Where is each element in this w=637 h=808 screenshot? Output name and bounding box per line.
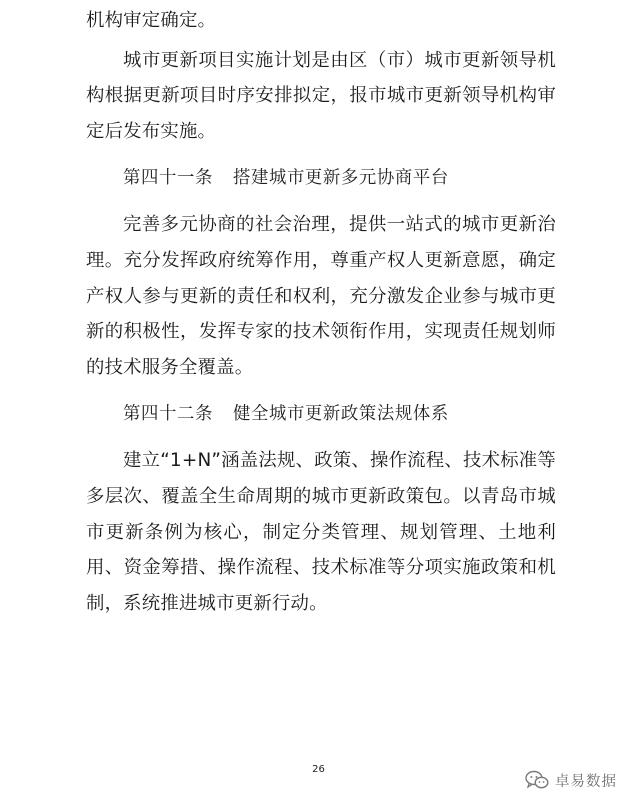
article-42-heading <box>86 396 556 432</box>
article-41-number: 第四十一条 <box>123 168 213 189</box>
paragraph-implementation-plan: 城市更新项目实施计划是由区（市）城市更新领导机构根据更新项目时序安排拟定，报市城市更新领导机构审定后发布实施。 <box>86 49 556 142</box>
paragraph-policy-system: 建立“1+N”涵盖法规、政策、操作流程、技术标准等多层次、覆盖全生命周期的城市更新政策包。以青岛市城市更新条例为核心，制定分类管理、规划管理、土地利用、资金筹措、操作流程、技术标准等分项实施政策和机制，系统推进城市更新行动。 <box>86 450 556 614</box>
paragraph-continuation: 机构审定确定。 <box>86 10 217 31</box>
article-41-title: 搭建城市更新多元协商平台 <box>232 168 449 189</box>
watermark-text: 卓易数据 <box>555 773 617 790</box>
article-42-title: 健全城市更新政策法规体系 <box>232 404 449 425</box>
article-41-heading <box>86 160 556 196</box>
page-number: 26 <box>312 764 325 775</box>
article-42-number: 第四十二条 <box>123 404 213 425</box>
paragraph-consultation-platform: 完善多元协商的社会治理，提供一站式的城市更新治理。充分发挥政府统筹作用，尊重产权人更新意愿，确定产权人参与更新的责任和权利，充分激发企业参与城市更新的积极性，发挥专家的技术领衔作用，实现责任规划师的技术服务全覆盖。 <box>86 214 556 378</box>
watermark <box>525 766 617 794</box>
document-body <box>86 3 556 621</box>
wechat-icon <box>525 770 549 790</box>
